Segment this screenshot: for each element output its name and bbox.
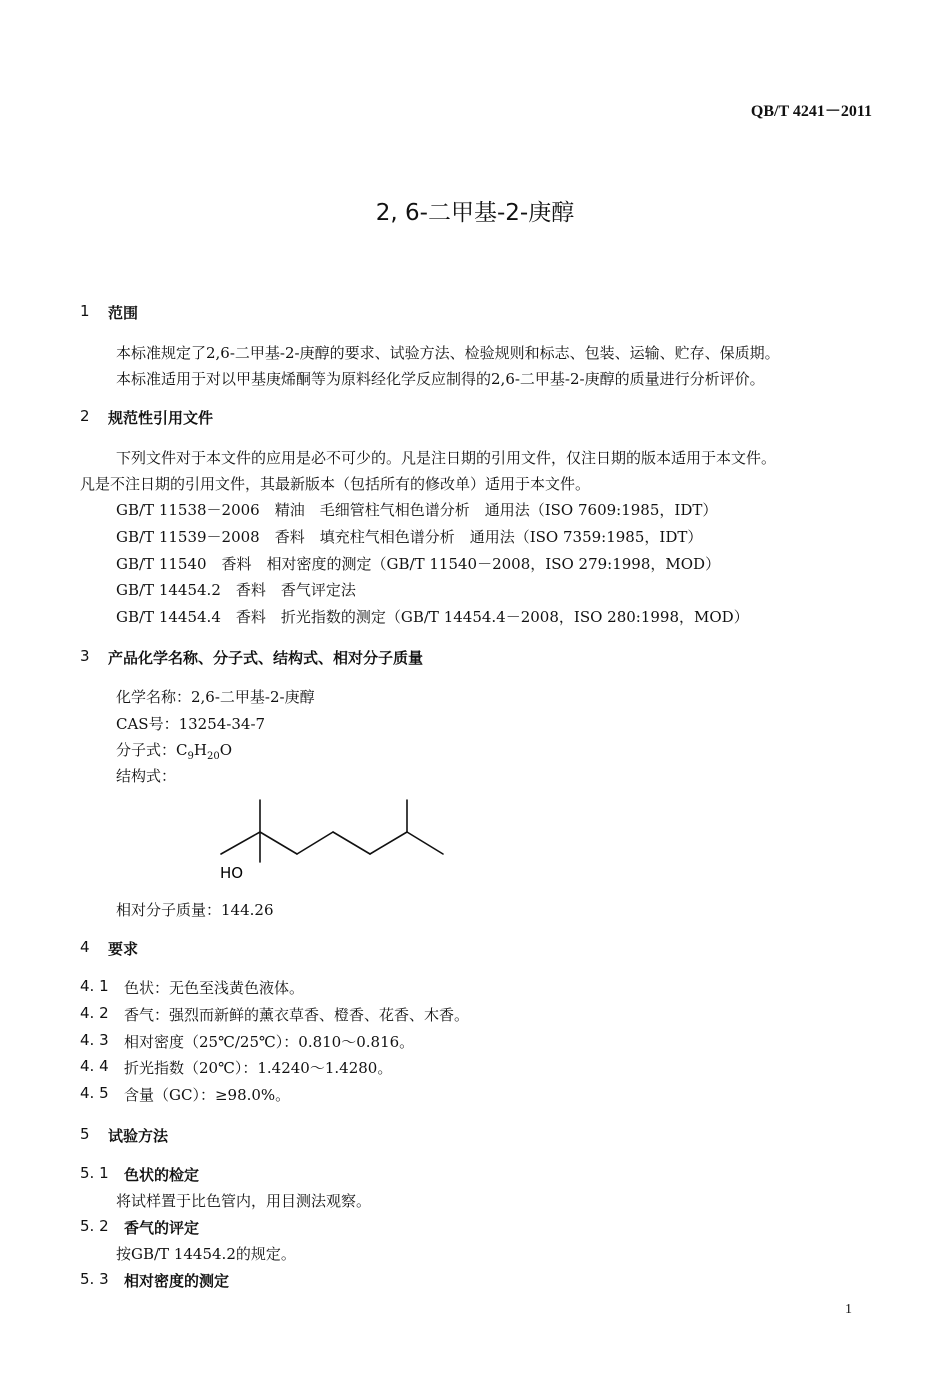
requirement-number: 4. 1	[80, 977, 109, 995]
subsection-5-2-number: 5. 2	[80, 1217, 109, 1235]
section-2-title: 规范性引用文件	[108, 409, 214, 427]
page-number: 1	[845, 1302, 852, 1317]
reference-item: GB/T 11539－2008 香料 填充柱气相色谱分析 通用法（ISO 7359:1985，IDT）	[116, 528, 703, 546]
requirement-number: 4. 2	[80, 1004, 109, 1022]
requirement-text: 相对密度（25℃/25℃）：0.810～0.816。	[124, 1033, 415, 1051]
subsection-5-3-number: 5. 3	[80, 1270, 109, 1288]
subsection-5-2-title: 香气的评定	[124, 1219, 200, 1237]
section-1-paragraph-2: 本标准适用于对以甲基庚烯酮等为原料经化学反应制得的2,6-二甲基-2-庚醇的质量进行分析评价。	[116, 370, 765, 388]
bond-chain-1	[260, 832, 297, 854]
standard-number: QB/T 4241－2011	[750, 103, 872, 120]
molecular-formula	[116, 739, 232, 762]
section-4-number: 4	[80, 938, 90, 956]
formula-carbon-count: 9	[187, 751, 194, 762]
subsection-5-1-text: 将试样置于比色管内，用目测法观察。	[116, 1192, 372, 1210]
subsection-5-1-title: 色状的检定	[124, 1166, 200, 1184]
requirement-number: 4. 4	[80, 1057, 109, 1075]
bond-chain-4	[370, 832, 407, 854]
chemical-name: 化学名称：2,6-二甲基-2-庚醇	[116, 688, 315, 706]
structure-label: 结构式：	[116, 767, 177, 785]
document-title: 2, 6-二甲基-2-庚醇	[375, 200, 575, 226]
subsection-5-1-number: 5. 1	[80, 1164, 109, 1182]
section-4-title: 要求	[108, 940, 139, 958]
relative-molecular-mass: 相对分子质量：144.26	[116, 901, 274, 919]
section-2-number: 2	[80, 407, 90, 425]
section-3-number: 3	[80, 647, 90, 665]
bond-methyl-left	[221, 832, 260, 854]
formula-oxygen: O	[219, 741, 232, 759]
formula-hydrogen: H	[193, 741, 207, 759]
section-2-intro-line-1: 下列文件对于本文件的应用是必不可少的。凡是注日期的引用文件，仅注日期的版本适用于本文件。	[116, 449, 777, 467]
requirement-number: 4. 3	[80, 1031, 109, 1049]
bond-terminal	[407, 832, 443, 854]
reference-item: GB/T 14454.2 香料 香气评定法	[116, 581, 356, 599]
requirement-text: 香气：强烈而新鲜的薰衣草香、橙香、花香、木香。	[124, 1006, 470, 1024]
section-2-intro-line-2: 凡是不注日期的引用文件，其最新版本（包括所有的修改单）适用于本文件。	[80, 475, 591, 493]
reference-item: GB/T 11540 香料 相对密度的测定（GB/T 11540－2008，ISO 279:1998，MOD）	[116, 555, 721, 573]
formula-hydrogen-count: 20	[206, 751, 220, 762]
section-5-title: 试验方法	[108, 1127, 169, 1145]
formula-prefix: 分子式：C	[116, 741, 188, 759]
section-3-title: 产品化学名称、分子式、结构式、相对分子质量	[108, 649, 424, 667]
structural-formula-diagram	[205, 792, 455, 887]
section-1-paragraph-1: 本标准规定了2,6-二甲基-2-庚醇的要求、试验方法、检验规则和标志、包装、运输、贮存、保质期。	[116, 344, 780, 362]
hydroxyl-label: HO	[220, 864, 244, 882]
requirement-text: 含量（GC）：≥98.0%。	[124, 1086, 291, 1104]
requirement-text: 折光指数（20℃）：1.4240～1.4280。	[124, 1059, 393, 1077]
reference-item: GB/T 14454.4 香料 折光指数的测定（GB/T 14454.4－2008，ISO 280:1998，MOD）	[116, 608, 749, 626]
bond-chain-3	[333, 832, 370, 854]
requirement-text: 色状：无色至浅黄色液体。	[124, 979, 305, 997]
section-1-title: 范围	[108, 304, 139, 322]
cas-number: CAS号：13254-34-7	[116, 715, 266, 733]
bond-chain-2	[297, 832, 333, 854]
reference-item: GB/T 11538－2006 精油 毛细管柱气相色谱分析 通用法（ISO 7609:1985，IDT）	[116, 501, 718, 519]
subsection-5-3-title: 相对密度的测定	[124, 1272, 230, 1290]
subsection-5-2-text: 按GB/T 14454.2的规定。	[116, 1245, 296, 1263]
section-1-number: 1	[80, 302, 90, 320]
section-5-number: 5	[80, 1125, 90, 1143]
requirement-number: 4. 5	[80, 1084, 109, 1102]
